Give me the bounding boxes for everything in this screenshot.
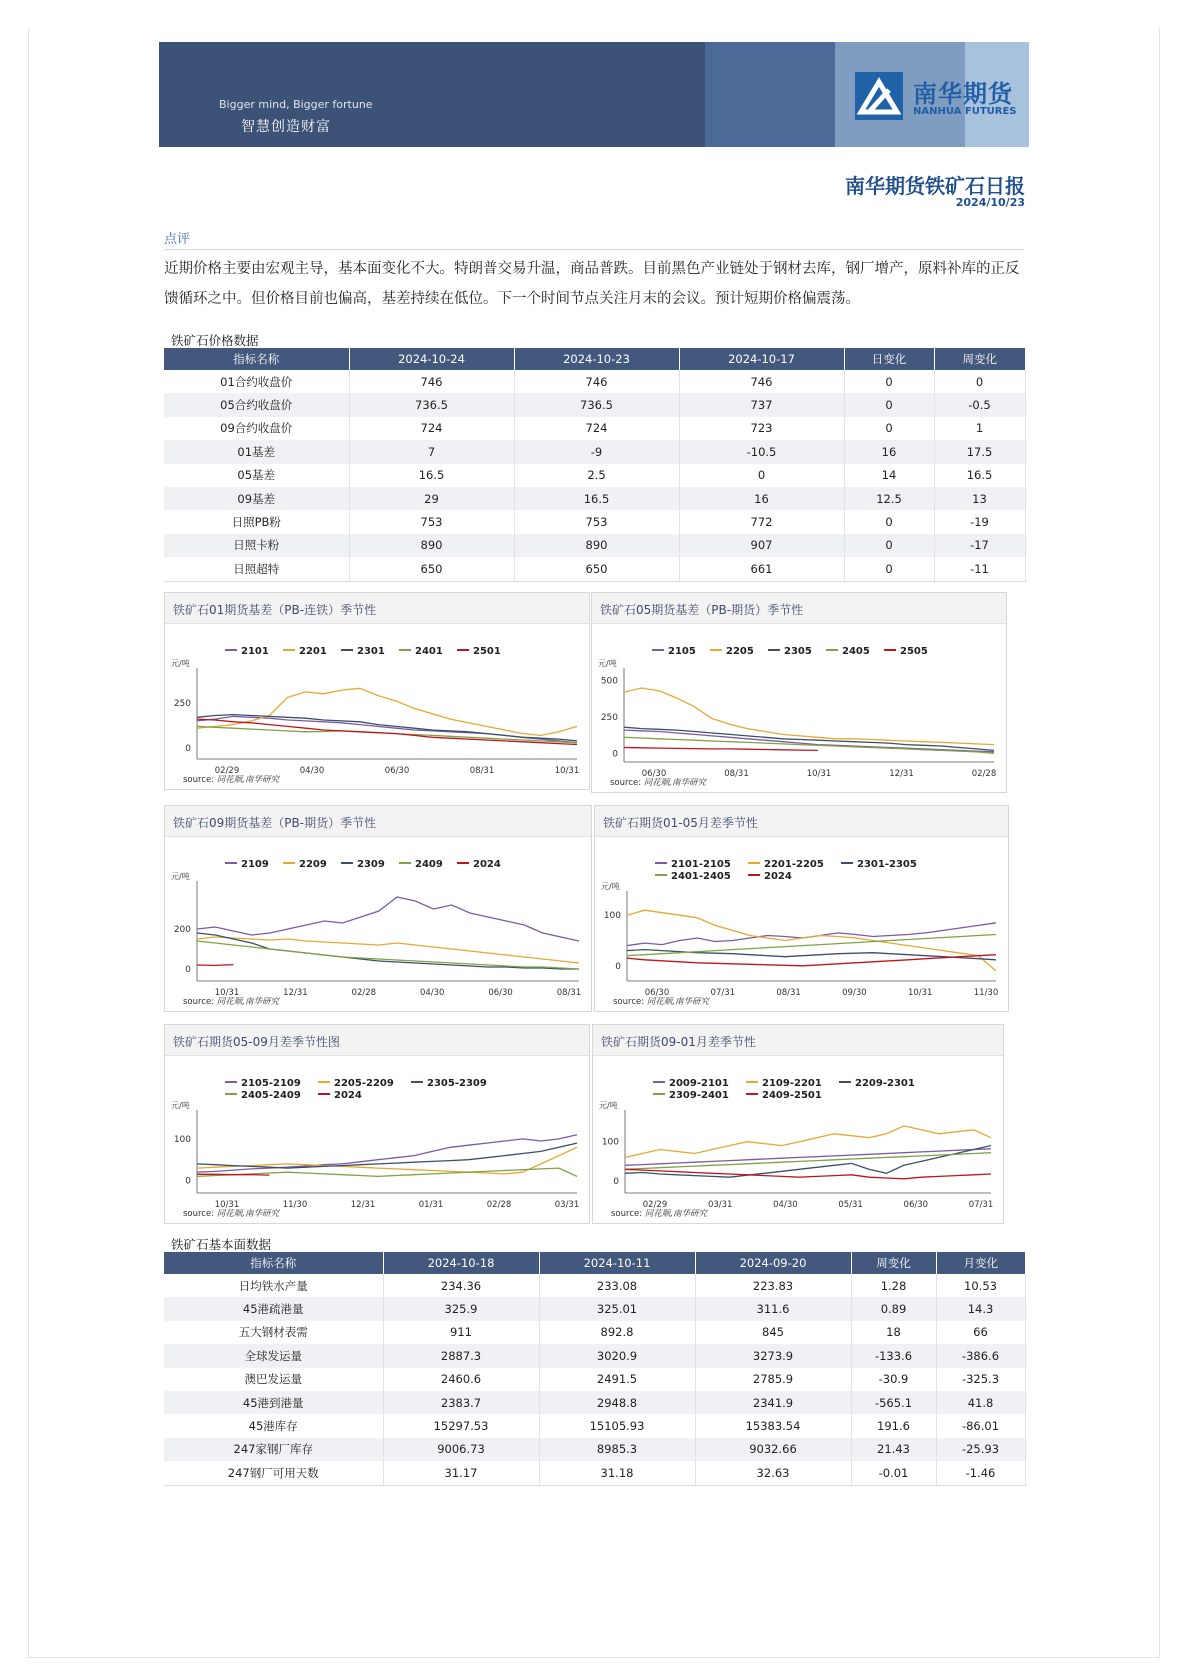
brand-name-cn: 南华期货 (913, 80, 1013, 108)
x-tick-label: 02/28 (971, 769, 997, 779)
table-cell: 12.5 (844, 487, 934, 510)
table-cell: 650 (349, 557, 514, 581)
chart-card-09-basis (164, 805, 592, 1012)
legend-label: 2301 (357, 646, 385, 657)
fundamental-table (164, 1252, 1026, 1486)
table-cell: 2383.7 (383, 1391, 539, 1414)
chart-header (165, 593, 589, 624)
series-line-2505 (624, 748, 818, 751)
table-cell: 1.28 (851, 1274, 936, 1297)
table-cell: 325.01 (539, 1297, 695, 1320)
table-cell: 14 (844, 464, 934, 487)
chart-header (165, 806, 591, 837)
y-tick-label: 100 (603, 911, 621, 922)
legend-label: 2301-2305 (857, 859, 917, 870)
table-cell: 日照超特 (164, 557, 349, 581)
series-line-2024 (197, 965, 233, 966)
x-tick-label: 08/31 (776, 988, 801, 998)
table-cell: 66 (936, 1321, 1025, 1344)
legend-label: 2309 (357, 859, 385, 870)
x-tick-label: 04/30 (419, 988, 445, 998)
table-cell: 29 (349, 487, 514, 510)
legend-label: 2401 (415, 646, 443, 657)
chart-source: source: 同花顺,南华研究 (183, 775, 279, 785)
axis-label: 元/吨 (599, 1101, 618, 1110)
legend-label: 2105 (668, 646, 696, 657)
legend-label: 2101 (241, 646, 269, 657)
table-cell: 311.6 (695, 1297, 851, 1320)
table-cell: 3020.9 (539, 1344, 695, 1367)
table-cell: 7 (349, 440, 514, 463)
table-cell: 日照卡粉 (164, 534, 349, 557)
table-cell: 890 (349, 534, 514, 557)
table-cell: 01基差 (164, 440, 349, 463)
x-tick-label: 04/30 (299, 766, 325, 776)
table-cell: 234.36 (383, 1274, 539, 1297)
series-line-2401-2405 (627, 935, 996, 956)
chart-title: 铁矿石期货09-01月差季节性 (601, 1035, 756, 1049)
table-row (164, 510, 1025, 533)
table-cell: 753 (514, 510, 679, 533)
price-table (164, 348, 1026, 582)
table-cell: 17.5 (934, 440, 1025, 463)
fundamental-table-title: 铁矿石基本面数据 (171, 1237, 272, 1252)
chart-header (593, 1025, 1003, 1056)
table-cell: 09合约收盘价 (164, 417, 349, 440)
chart-header (592, 593, 1006, 624)
y-tick-label: 0 (615, 961, 621, 972)
table-cell: 9006.73 (383, 1438, 539, 1461)
table-row (164, 1344, 1025, 1367)
table-cell: 05合约收盘价 (164, 393, 349, 416)
x-tick-label: 10/31 (554, 766, 580, 776)
y-tick-label: 0 (185, 1176, 191, 1187)
y-tick-label: 100 (173, 1134, 191, 1145)
column-header: 指标名称 (164, 1252, 383, 1274)
table-row (164, 1414, 1025, 1437)
table-cell: 247家钢厂库存 (164, 1438, 383, 1461)
table-cell: -325.3 (936, 1368, 1025, 1391)
column-header: 周变化 (851, 1252, 936, 1274)
x-tick-label: 05/31 (838, 1200, 863, 1210)
table-cell: 772 (679, 510, 844, 533)
banner-block (705, 42, 845, 147)
table-row (164, 393, 1025, 416)
table-row (164, 464, 1025, 487)
table-row (164, 1391, 1025, 1414)
series-line-2024 (197, 1174, 269, 1175)
x-tick-label: 10/31 (907, 988, 933, 998)
table-cell: 45港库存 (164, 1414, 383, 1437)
series-line-2305 (624, 727, 994, 750)
x-tick-label: 08/31 (469, 766, 495, 776)
column-header: 周变化 (934, 348, 1025, 370)
series-line-2101-2105 (627, 923, 996, 946)
axis-label: 元/吨 (601, 882, 620, 891)
table-cell: 0 (844, 370, 934, 393)
legend-label: 2024 (764, 871, 792, 882)
table-row (164, 1274, 1025, 1297)
table-cell: -17 (934, 534, 1025, 557)
table-row (164, 440, 1025, 463)
price-table-title: 铁矿石价格数据 (171, 333, 259, 348)
legend-label: 2024 (473, 859, 501, 870)
legend-label: 2401-2405 (671, 871, 731, 882)
table-cell: 0 (844, 393, 934, 416)
table-cell: 723 (679, 417, 844, 440)
legend-label: 2305-2309 (427, 1078, 487, 1089)
chart-title: 铁矿石05期货基差（PB-期货）季节性 (600, 603, 804, 617)
table-cell: 325.9 (383, 1297, 539, 1320)
table-row (164, 417, 1025, 440)
table-row (164, 1438, 1025, 1461)
legend-label: 2409-2501 (762, 1090, 822, 1101)
column-header: 2024-10-24 (349, 348, 514, 370)
table-cell: 15383.54 (695, 1414, 851, 1437)
brand-name-en: NANHUA FUTURES (913, 106, 1017, 117)
chart-01-basis (165, 624, 589, 789)
table-row (164, 1368, 1025, 1391)
table-cell: 746 (679, 370, 844, 393)
x-tick-label: 07/31 (710, 988, 736, 998)
header-banner (159, 42, 1029, 147)
column-header: 日变化 (844, 348, 934, 370)
legend-label: 2209 (299, 859, 327, 870)
table-cell: 907 (679, 534, 844, 557)
column-header: 月变化 (936, 1252, 1025, 1274)
y-tick-label: 0 (612, 749, 618, 760)
table-cell: 247钢厂可用天数 (164, 1461, 383, 1485)
table-cell: 736.5 (514, 393, 679, 416)
table-cell: 2.5 (514, 464, 679, 487)
chart-card-09-01-spread (592, 1024, 1004, 1224)
table-cell: 16.5 (349, 464, 514, 487)
table-cell: -1.46 (936, 1461, 1025, 1485)
legend-label: 2501 (473, 646, 501, 657)
table-cell: 2491.5 (539, 1368, 695, 1391)
table-cell: 全球发运量 (164, 1344, 383, 1367)
table-cell: 日照PB粉 (164, 510, 349, 533)
x-tick-label: 03/31 (554, 1200, 580, 1210)
y-tick-label: 250 (600, 713, 618, 723)
series-line-2109 (197, 897, 579, 941)
x-tick-label: 12/31 (350, 1200, 376, 1210)
table-cell: -0.01 (851, 1461, 936, 1485)
legend-label: 2101-2105 (671, 859, 731, 870)
chart-source: source: 同花顺,南华研究 (610, 778, 706, 788)
table-cell: 845 (695, 1321, 851, 1344)
y-tick-label: 0 (185, 744, 191, 755)
table-header-row (164, 348, 1025, 370)
table-cell: 0 (679, 464, 844, 487)
x-tick-label: 08/31 (556, 988, 582, 998)
chart-card-05-basis (591, 592, 1007, 793)
chart-source: source: 同花顺,南华研究 (613, 997, 709, 1007)
chart-source: source: 同花顺,南华研究 (183, 997, 279, 1007)
column-header: 指标名称 (164, 348, 349, 370)
table-cell: 736.5 (349, 393, 514, 416)
x-tick-label: 06/30 (644, 988, 670, 998)
x-tick-label: 12/31 (889, 769, 914, 779)
series-line-2309-2401 (625, 1153, 991, 1170)
table-cell: 16 (679, 487, 844, 510)
x-tick-label: 12/31 (283, 988, 308, 998)
axis-label: 元/吨 (598, 659, 617, 668)
report-title: 南华期货铁矿石日报 (845, 174, 1025, 198)
x-tick-label: 03/31 (707, 1200, 733, 1210)
legend-label: 2109 (241, 859, 269, 870)
table-cell: 01合约收盘价 (164, 370, 349, 393)
x-tick-label: 07/31 (968, 1200, 994, 1210)
table-cell: 9032.66 (695, 1438, 851, 1461)
table-row (164, 370, 1025, 393)
chart-header (165, 1025, 589, 1056)
table-cell: 10.53 (936, 1274, 1025, 1297)
legend-label: 2405 (842, 646, 870, 657)
slogan-cn: 智慧创造财富 (241, 119, 331, 135)
table-cell: -133.6 (851, 1344, 936, 1367)
y-tick-label: 100 (601, 1137, 619, 1148)
table-row (164, 1461, 1025, 1485)
chart-title: 铁矿石期货01-05月差季节性 (603, 816, 758, 830)
table-cell: 724 (349, 417, 514, 440)
legend-label: 2205-2209 (334, 1078, 394, 1089)
table-cell: 18 (851, 1321, 936, 1344)
table-cell: -86.01 (936, 1414, 1025, 1437)
column-header: 2024-10-23 (514, 348, 679, 370)
table-cell: 14.3 (936, 1297, 1025, 1320)
table-cell: -11 (934, 557, 1025, 581)
axis-label: 元/吨 (171, 872, 190, 881)
series-line-2409 (197, 941, 579, 969)
table-cell: 45港疏港量 (164, 1297, 383, 1320)
table-cell: 0 (844, 557, 934, 581)
legend-label: 2201 (299, 646, 327, 657)
series-line-2309 (197, 933, 579, 969)
slogan-en: Bigger mind, Bigger fortune (219, 98, 373, 111)
table-cell: 724 (514, 417, 679, 440)
x-tick-label: 08/31 (724, 769, 749, 779)
x-tick-label: 02/28 (351, 988, 377, 998)
chart-title: 铁矿石09期货基差（PB-期货）季节性 (173, 816, 377, 830)
divider (164, 249, 1024, 250)
legend-label: 2305 (784, 646, 812, 657)
legend-label: 2009-2101 (669, 1078, 729, 1089)
legend-label: 2309-2401 (669, 1090, 729, 1101)
table-cell: 2341.9 (695, 1391, 851, 1414)
legend-label: 2201-2205 (764, 859, 824, 870)
table-cell: 2887.3 (383, 1344, 539, 1367)
legend-label: 2205 (726, 646, 754, 657)
x-tick-label: 06/30 (384, 766, 410, 776)
x-tick-label: 10/31 (214, 1200, 240, 1210)
axis-label: 元/吨 (171, 1101, 190, 1110)
table-cell: 日均铁水产量 (164, 1274, 383, 1297)
x-tick-label: 06/30 (488, 988, 513, 998)
table-cell: -30.9 (851, 1368, 936, 1391)
chart-card-01-05-spread (594, 805, 1009, 1012)
chart-title: 铁矿石01期货基差（PB-连铁）季节性 (173, 603, 377, 617)
x-tick-label: 11/30 (282, 1200, 308, 1210)
table-cell: 911 (383, 1321, 539, 1344)
x-tick-label: 01/31 (418, 1200, 444, 1210)
nanhua-logo-icon (855, 72, 903, 120)
table-cell: 2785.9 (695, 1368, 851, 1391)
x-tick-label: 06/30 (641, 769, 667, 779)
chart-card-01-basis (164, 592, 590, 790)
chart-source: source: 同花顺,南华研究 (183, 1209, 279, 1219)
table-cell: 32.63 (695, 1461, 851, 1485)
chart-header (595, 806, 1008, 837)
table-cell: 892.8 (539, 1321, 695, 1344)
chart-01-05-spread (595, 837, 1008, 1011)
report-date: 2024/10/23 (955, 196, 1025, 209)
column-header: 2024-09-20 (695, 1252, 851, 1274)
table-row (164, 1321, 1025, 1344)
series-line-2201 (197, 688, 577, 735)
table-header-row (164, 1252, 1025, 1274)
legend-label: 2109-2201 (762, 1078, 822, 1089)
chart-05-09-spread (165, 1056, 589, 1223)
table-cell: 650 (514, 557, 679, 581)
table-row (164, 534, 1025, 557)
table-cell: -386.6 (936, 1344, 1025, 1367)
table-cell: 0.89 (851, 1297, 936, 1320)
column-header: 2024-10-17 (679, 348, 844, 370)
legend-label: 2505 (900, 646, 928, 657)
table-cell: 13 (934, 487, 1025, 510)
x-tick-label: 10/31 (214, 988, 240, 998)
table-cell: 0 (844, 417, 934, 440)
x-tick-label: 02/28 (486, 1200, 512, 1210)
table-cell: 09基差 (164, 487, 349, 510)
x-tick-label: 04/30 (773, 1200, 798, 1210)
table-cell: 16.5 (934, 464, 1025, 487)
table-cell: 233.08 (539, 1274, 695, 1297)
table-cell: -0.5 (934, 393, 1025, 416)
table-cell: 191.6 (851, 1414, 936, 1437)
table-cell: 15297.53 (383, 1414, 539, 1437)
y-tick-label: 200 (173, 925, 191, 935)
table-cell: 16 (844, 440, 934, 463)
table-cell: 223.83 (695, 1274, 851, 1297)
table-cell: -565.1 (851, 1391, 936, 1414)
y-tick-label: 500 (600, 676, 618, 687)
chart-source: source: 同花顺,南华研究 (611, 1209, 707, 1219)
table-row (164, 557, 1025, 581)
column-header: 2024-10-18 (383, 1252, 539, 1274)
x-tick-label: 10/31 (806, 769, 832, 779)
table-cell: 753 (349, 510, 514, 533)
chart-05-basis (592, 624, 1006, 792)
chart-card-05-09-spread (164, 1024, 590, 1224)
axis-label: 元/吨 (171, 659, 190, 668)
legend-label: 2409 (415, 859, 443, 870)
table-cell: 0 (934, 370, 1025, 393)
series-line-2205 (624, 688, 994, 745)
chart-09-01-spread (593, 1056, 1003, 1223)
y-tick-label: 250 (173, 698, 191, 709)
table-cell: 31.18 (539, 1461, 695, 1485)
table-cell: 3273.9 (695, 1344, 851, 1367)
table-row (164, 1297, 1025, 1320)
column-header: 2024-10-11 (539, 1252, 695, 1274)
table-cell: -9 (514, 440, 679, 463)
commentary-label: 点评 (164, 232, 191, 247)
table-cell: 0 (844, 534, 934, 557)
table-cell: 746 (349, 370, 514, 393)
table-cell: 2948.8 (539, 1391, 695, 1414)
table-cell: 31.17 (383, 1461, 539, 1485)
table-cell: 21.43 (851, 1438, 936, 1461)
table-cell: 05基差 (164, 464, 349, 487)
series-line-2109-2201 (625, 1126, 991, 1158)
table-cell: 15105.93 (539, 1414, 695, 1437)
x-tick-label: 09/30 (842, 988, 867, 998)
y-tick-label: 0 (613, 1177, 619, 1188)
x-tick-label: 11/30 (973, 988, 999, 998)
commentary-text: 近期价格主要由宏观主导，基本面变化不大。特朗普交易升温，商品普跌。目前黑色产业链处于钢材去库，钢厂增产，原料补库的正反馈循环之中。但价格目前也偏高，基差持续在低位。下一个时间节点关注月末的会议。预计短期价格偏震荡。 (164, 261, 1020, 307)
table-cell: 16.5 (514, 487, 679, 510)
table-cell: -19 (934, 510, 1025, 533)
table-cell: 746 (514, 370, 679, 393)
table-cell: 890 (514, 534, 679, 557)
table-row (164, 487, 1025, 510)
table-cell: 8985.3 (539, 1438, 695, 1461)
series-line-2409-2501 (625, 1169, 991, 1179)
table-cell: -10.5 (679, 440, 844, 463)
x-tick-label: 02/29 (642, 1200, 668, 1210)
series-line-2501 (197, 719, 577, 744)
legend-label: 2209-2301 (855, 1078, 915, 1089)
table-cell: 五大钢材表需 (164, 1321, 383, 1344)
x-tick-label: 02/29 (214, 766, 240, 776)
table-cell: 661 (679, 557, 844, 581)
table-cell: 澳巴发运量 (164, 1368, 383, 1391)
table-cell: -25.93 (936, 1438, 1025, 1461)
table-cell: 0 (844, 510, 934, 533)
table-cell: 41.8 (936, 1391, 1025, 1414)
legend-label: 2405-2409 (241, 1090, 301, 1101)
table-cell: 737 (679, 393, 844, 416)
x-tick-label: 06/30 (903, 1200, 929, 1210)
table-cell: 2460.6 (383, 1368, 539, 1391)
table-cell: 45港到港量 (164, 1391, 383, 1414)
series-line-2401 (197, 726, 577, 742)
y-tick-label: 0 (185, 965, 191, 975)
legend-label: 2024 (334, 1090, 362, 1101)
legend-label: 2105-2109 (241, 1078, 301, 1089)
chart-title: 铁矿石期货05-09月差季节性图 (173, 1035, 340, 1049)
series-line-2305-2309 (197, 1143, 577, 1168)
table-cell: 1 (934, 417, 1025, 440)
chart-09-basis (165, 837, 591, 1011)
